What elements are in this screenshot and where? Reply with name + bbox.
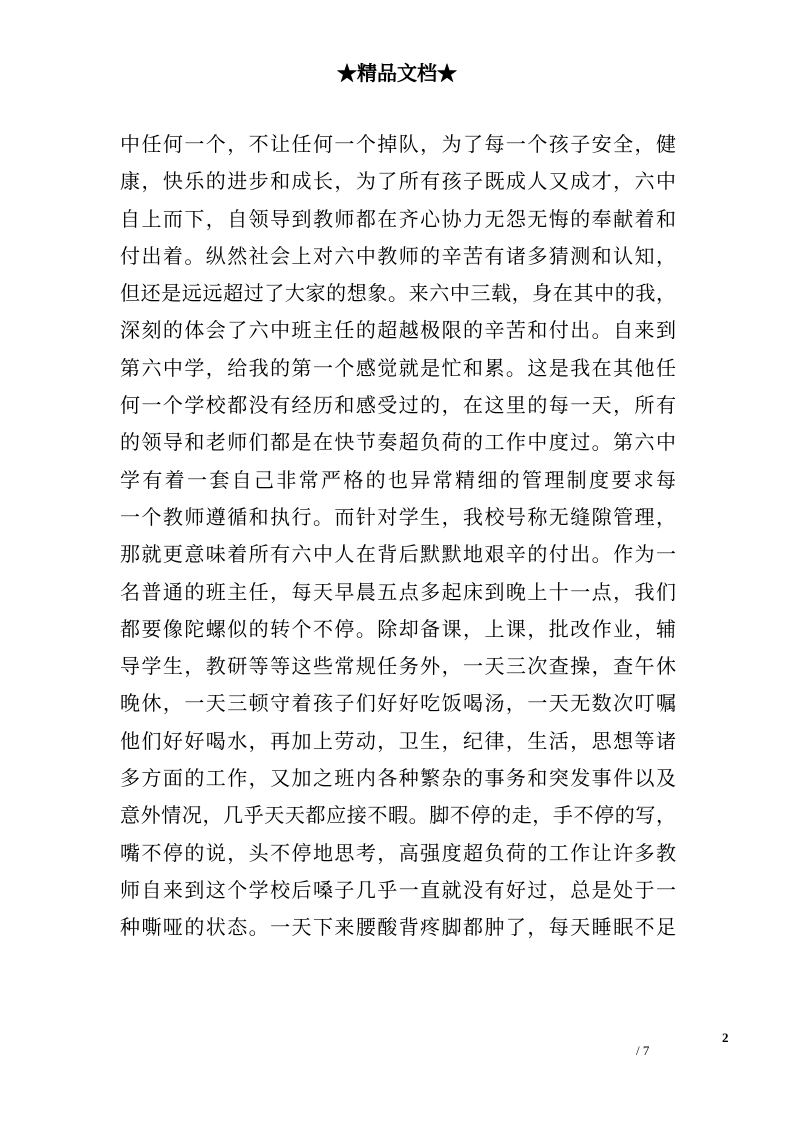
text-line: 付出着。纵然社会上对六中教师的辛苦有诸多猜测和认知， (120, 243, 676, 268)
text-line: 都要像陀螺似的转个不停。除却备课，上课，批改作业，辅 (120, 616, 676, 641)
text-line: 一个教师遵循和执行。而针对学生，我校号称无缝隙管理， (120, 504, 676, 529)
text-line: 但还是远远超过了大家的想象。来六中三载，身在其中的我， (120, 281, 676, 306)
text-line: 他们好好喝水，再加上劳动，卫生，纪律，生活，思想等诸 (120, 728, 676, 753)
text-line: 自上而下，自领导到教师都在齐心协力无怨无悔的奉献着和 (120, 206, 676, 231)
text-line: 种嘶哑的状态。一天下来腰酸背疼脚都肿了，每天睡眠不足 (120, 915, 676, 940)
document-header: ★精品文档★ (337, 61, 457, 85)
text-line: 名普通的班主任，每天早晨五点多起床到晚上十一点，我们 (120, 579, 676, 604)
text-line: 康，快乐的进步和成长，为了所有孩子既成人又成才，六中 (120, 169, 676, 194)
text-line: 学有着一套自己非常严格的也异常精细的管理制度要求每 (120, 467, 676, 492)
page-number: 2 (722, 1030, 729, 1045)
page-total: / 7 (636, 1043, 650, 1058)
text-line: 多方面的工作，又加之班内各种繁杂的事务和突发事件以及 (120, 766, 676, 791)
text-line: 第六中学，给我的第一个感觉就是忙和累。这是我在其他任 (120, 355, 676, 380)
document-body (120, 126, 676, 947)
text-line: 导学生，教研等等这些常规任务外，一天三次查操，查午休 (120, 654, 676, 679)
text-line: 师自来到这个学校后嗓子几乎一直就没有好过，总是处于一 (120, 877, 676, 902)
text-line: 晚休，一天三顿守着孩子们好好吃饭喝汤，一天无数次叮嘱 (120, 691, 676, 716)
text-line: 意外情况，几乎天天都应接不暇。脚不停的走，手不停的写， (120, 803, 676, 828)
text-line: 嘴不停的说，头不停地思考，高强度超负荷的工作让许多教 (120, 840, 676, 865)
text-line: 的领导和老师们都是在快节奏超负荷的工作中度过。第六中 (120, 430, 676, 455)
text-line: 中任何一个，不让任何一个掉队，为了每一个孩子安全，健 (120, 132, 676, 156)
text-line: 深刻的体会了六中班主任的超越极限的辛苦和付出。自来到 (120, 318, 676, 343)
text-line: 那就更意味着所有六中人在背后默默地艰辛的付出。作为一 (120, 542, 676, 567)
text-line: 何一个学校都没有经历和感受过的，在这里的每一天，所有 (120, 393, 676, 418)
